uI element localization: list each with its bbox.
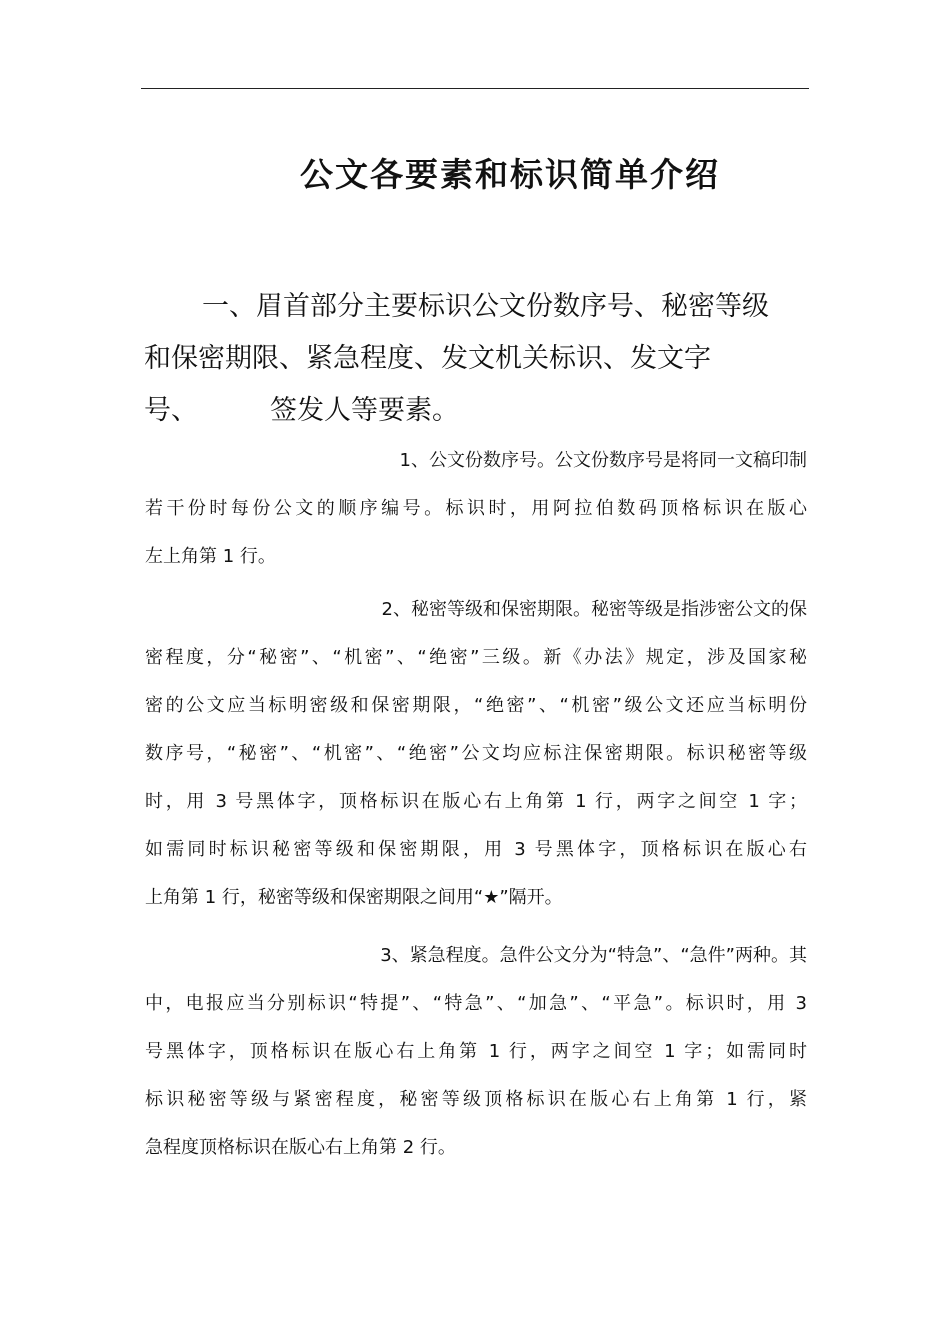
item-1-line-2: 若干份时每份公文的顺序编号。标识时，用阿拉伯数码顶格标识在版心: [145, 498, 807, 519]
item-3-line-4: 标识秘密等级与紧密程度，秘密等级顶格标识在版心右上角第 1 行，紧: [145, 1089, 807, 1110]
item-3-line-1: 3、紧急程度。急件公文分为“特急”、“急件”两种。其: [380, 945, 807, 966]
item-2-line-6: 如需同时标识秘密等级和保密期限，用 3 号黑体字，顶格标识在版心右: [145, 839, 807, 860]
item-3-paragraph: [145, 932, 807, 1172]
item-2-paragraph: [145, 586, 807, 922]
document-title: 公文各要素和标识简单介绍: [300, 155, 720, 194]
section-heading-line-1: 一、眉首部分主要标识公文份数序号、秘密等级: [202, 291, 769, 322]
item-2-line-5: 时，用 3 号黑体字，顶格标识在版心右上角第 1 行，两字之间空 1 字；: [145, 791, 807, 812]
item-2-line-3: 密的公文应当标明密级和保密期限，“绝密”、“机密”级公文还应当标明份: [145, 695, 807, 716]
item-2-line-7: 上角第 1 行，秘密等级和保密期限之间用“★”隔开。: [145, 887, 563, 908]
header-rule: [141, 88, 809, 89]
section-heading-line-3b: 签发人等要素。: [270, 395, 459, 426]
item-1-line-3: 左上角第 1 行。: [145, 546, 276, 567]
section-heading: [144, 281, 812, 437]
section-heading-line-3: [144, 385, 812, 437]
item-2-line-1: 2、秘密等级和保密期限。秘密等级是指涉密公文的保: [381, 599, 807, 620]
item-2-line-2: 密程度，分“秘密”、“机密”、“绝密”三级。新《办法》规定，涉及国家秘: [145, 647, 807, 668]
item-3-line-2: 中，电报应当分别标识“特提”、“特急”、“加急”、“平急”。标识时，用 3: [145, 993, 807, 1014]
section-heading-line-2: 和保密期限、紧急程度、发文机关标识、发文字: [144, 343, 711, 374]
section-heading-line-3a: 号、: [144, 395, 198, 426]
item-3-line-3: 号黑体字，顶格标识在版心右上角第 1 行，两字之间空 1 字；如需同时: [145, 1041, 807, 1062]
item-1-paragraph: [145, 437, 807, 581]
item-3-line-5: 急程度顶格标识在版心右上角第 2 行。: [145, 1137, 456, 1158]
item-2-line-4: 数序号，“秘密”、“机密”、“绝密”公文均应标注保密期限。标识秘密等级: [145, 743, 807, 764]
item-1-line-1: 1、公文份数序号。公文份数序号是将同一文稿印制: [399, 450, 807, 471]
